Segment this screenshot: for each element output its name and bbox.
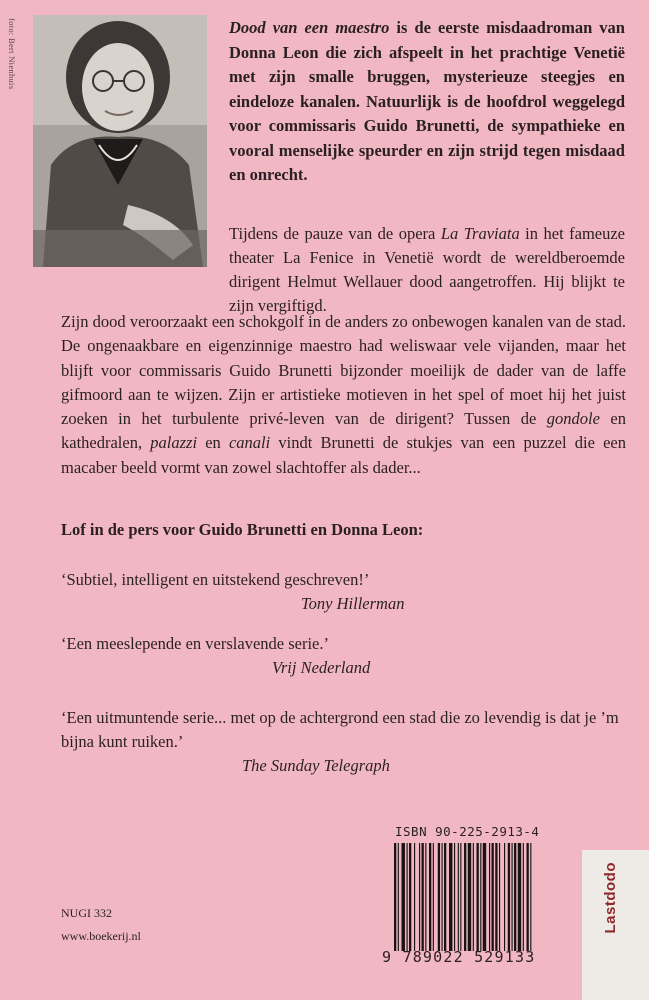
barcode-bar	[425, 843, 426, 951]
synopsis-paragraph-1	[229, 222, 625, 318]
synopsis-paragraph-2	[61, 310, 626, 480]
barcode-bar	[504, 843, 505, 951]
synopsis-text: Zijn dood veroorzaakt een schokgolf in de anders zo onbewogen kanalen van de stad. De ongenaakbare en eigenzinnige maestro had weliswaar vele vijanden, maar het blijft voor commissaris Guido Brunetti bijzonder moeilijk de dader van de laffe gifmoord aan te wijzen. Zijn er artistieke motieven in het spel of moet hij het juist zoeken in het turbulente privé-leven van de dirigent? Tussen de	[61, 312, 626, 429]
italic-word: palazzi	[150, 433, 198, 453]
praise-heading: Lof in de pers voor Guido Brunetti en Donna Leon:	[61, 520, 424, 539]
barcode-bar	[489, 843, 490, 951]
press-quote	[61, 706, 626, 778]
barcode-bar	[419, 843, 420, 951]
press-quote	[61, 632, 626, 680]
barcode-bar	[495, 843, 497, 951]
synopsis-text: Tijdens de pauze van de opera	[229, 224, 441, 243]
barcode-bar	[409, 843, 411, 951]
barcode	[392, 843, 575, 951]
author-photo	[33, 15, 207, 267]
quote-source: Vrij Nederland	[272, 658, 371, 677]
barcode-number: 9 789022 529133	[382, 948, 536, 966]
barcode-bar	[414, 843, 415, 951]
barcode-bar	[499, 843, 500, 951]
quote-text: ‘Een uitmuntende serie... met op de achtergrond een stad die zo levendig is dat je ’m bijna kunt ruiken.’	[61, 708, 619, 751]
italic-word: gondole	[546, 409, 600, 429]
barcode-bar	[512, 843, 513, 951]
italic-word: canali	[228, 433, 271, 453]
barcode-bar	[527, 843, 529, 951]
barcode-bar	[444, 843, 446, 951]
barcode-bar	[468, 843, 471, 951]
photo-credit: foto: Bert Nienhuis	[7, 18, 17, 90]
barcode-bar	[422, 843, 424, 951]
barcode-bar	[477, 843, 479, 951]
barcode-bar	[460, 843, 461, 951]
barcode-bar	[530, 843, 531, 951]
nugi-code: NUGI 332	[61, 906, 112, 920]
synopsis-text: en	[197, 433, 229, 453]
barcode-bar	[433, 843, 434, 951]
press-quote	[61, 568, 626, 616]
barcode-bar	[402, 843, 405, 951]
barcode-bar	[429, 843, 431, 951]
synopsis-text: vindt Brunetti de stukjes van een puzzel die een macaber beeld vormt van zowel slachtoffer als dader...	[61, 433, 626, 477]
quote-source: Tony Hillerman	[301, 594, 405, 613]
barcode-bar	[473, 843, 474, 951]
isbn-number: ISBN 90-225-2913-4	[395, 824, 540, 839]
intro-text: is de eerste misdaadroman van Donna Leon die zich afspeelt in het prachtige Venetië met zijn smalle bruggen, mysterieuze steegjes en eindeloze kanalen. Natuurlijk is de hoofdrol weggelegd voor commissaris Guido Brunetti, de sympathieke en vooral menselijke speurder en zijn strijd tegen misdaad en onrecht.	[229, 18, 625, 184]
barcode-bar	[492, 843, 494, 951]
barcode-bar	[518, 843, 521, 951]
barcode-bar	[483, 843, 486, 951]
barcode-bar	[523, 843, 524, 951]
barcode-bar	[508, 843, 510, 951]
barcode-bar	[398, 843, 399, 951]
quote-source: The Sunday Telegraph	[242, 756, 390, 775]
barcode-bar	[394, 843, 396, 951]
quote-text: ‘Een meeslepende en verslavende serie.’	[61, 634, 329, 653]
watermark-text: Lastdodo	[602, 862, 619, 934]
barcode-bar	[438, 843, 440, 951]
publisher-website[interactable]: www.boekerij.nl	[61, 929, 141, 943]
barcode-bar	[442, 843, 443, 951]
opera-title: La Traviata	[440, 224, 520, 243]
barcode-bar	[464, 843, 466, 951]
barcode-bar	[454, 843, 455, 951]
barcode-bar	[480, 843, 481, 951]
quote-text: ‘Subtiel, intelligent en uitstekend geschreven!’	[61, 570, 370, 589]
barcode-bar	[449, 843, 452, 951]
synopsis-text: in het fameuze theater La Fenice in Venetië wordt de wereldberoemde dirigent Helmut Wellauer dood aangetroffen. Hij blijkt te zijn vergiftigd.	[229, 224, 625, 315]
barcode-bar	[458, 843, 459, 951]
barcode-bar	[514, 843, 516, 951]
synopsis-text: en kathedralen,	[61, 409, 626, 453]
intro-paragraph	[229, 16, 625, 188]
book-title: Dood van een maestro	[229, 18, 390, 37]
barcode-bar	[407, 843, 408, 951]
